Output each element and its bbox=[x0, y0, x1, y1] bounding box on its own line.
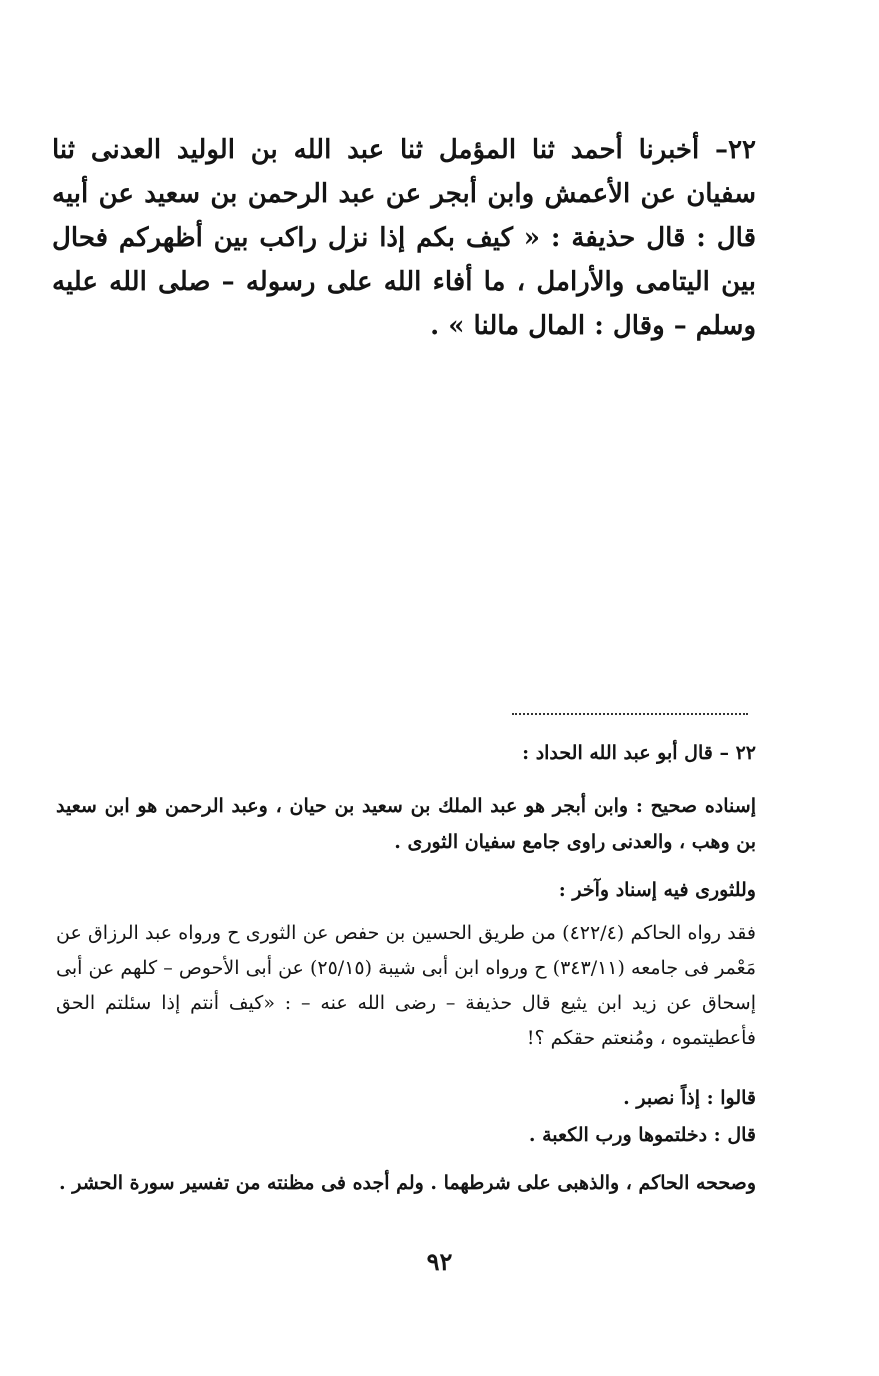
page-number: ٩٢ bbox=[426, 1247, 453, 1276]
footnote-thawri bbox=[56, 872, 756, 908]
footnote-isnad bbox=[56, 788, 756, 860]
footnote-sahhah-text: وصححه الحاكم ، والذهبى على شرطهما . ولم أجده فى مظنته من تفسير سورة الحشر . bbox=[59, 1172, 756, 1194]
footnote-qalu-text: قالوا : إذاً نصبر . bbox=[623, 1087, 756, 1109]
hadith-text-block bbox=[52, 128, 756, 348]
footnote-hakim-text: فقد رواه الحاكم (٤٢٢/٤) من طريق الحسين بن حفص عن الثورى ح ورواه عبد الرزاق عن مَعْمر فى جامعه (٣٤٣/١١) ح ورواه ابن أبى شيبة (٢٥/١٥) عن أبى الأحوص – كلهم عن أبى إسحاق عن زيد ابن يثيع قال حذيفة – رضى الله عنه – : «كيف أنتم إذا سئلتم الحق فأعطيتموه ، ومُنعتم حقكم ؟! bbox=[56, 922, 757, 1049]
footnote-hakim bbox=[56, 916, 756, 1056]
footnote-heading bbox=[56, 735, 756, 771]
footnote-qal-text: قال : دخلتموها ورب الكعبة . bbox=[528, 1124, 756, 1146]
footnote-isnad-text: إسناده صحيح : وابن أبجر هو عبد الملك بن سعيد بن حيان ، وعبد الرحمن هو ابن سعيد بن وهب ، والعدنى راوى جامع سفيان الثورى . bbox=[56, 795, 756, 853]
footnote-sahhah bbox=[56, 1165, 756, 1201]
footnote-separator bbox=[512, 713, 748, 715]
footnote-thawri-text: وللثورى فيه إسناد وآخر : bbox=[558, 879, 756, 901]
footnote-qal bbox=[56, 1117, 756, 1153]
footnote-heading-text: ٢٢ – قال أبو عبد الله الحداد : bbox=[522, 742, 756, 764]
hadith-paragraph: ٢٢– أخبرنا أحمد ثنا المؤمل ثنا عبد الله بن الوليد العدنى ثنا سفيان عن الأعمش وابن أبجر عن عبد الرحمن بن سعيد عن أبيه قال : قال حذيفة : « كيف بكم إذا نزل راكب بين أظهركم فحال بين اليتامى والأرامل ، ما أفاء الله على رسوله – صلى الله عليه وسلم – وقال : المال مالنا » . bbox=[52, 135, 756, 341]
footnote-qalu bbox=[56, 1080, 756, 1116]
